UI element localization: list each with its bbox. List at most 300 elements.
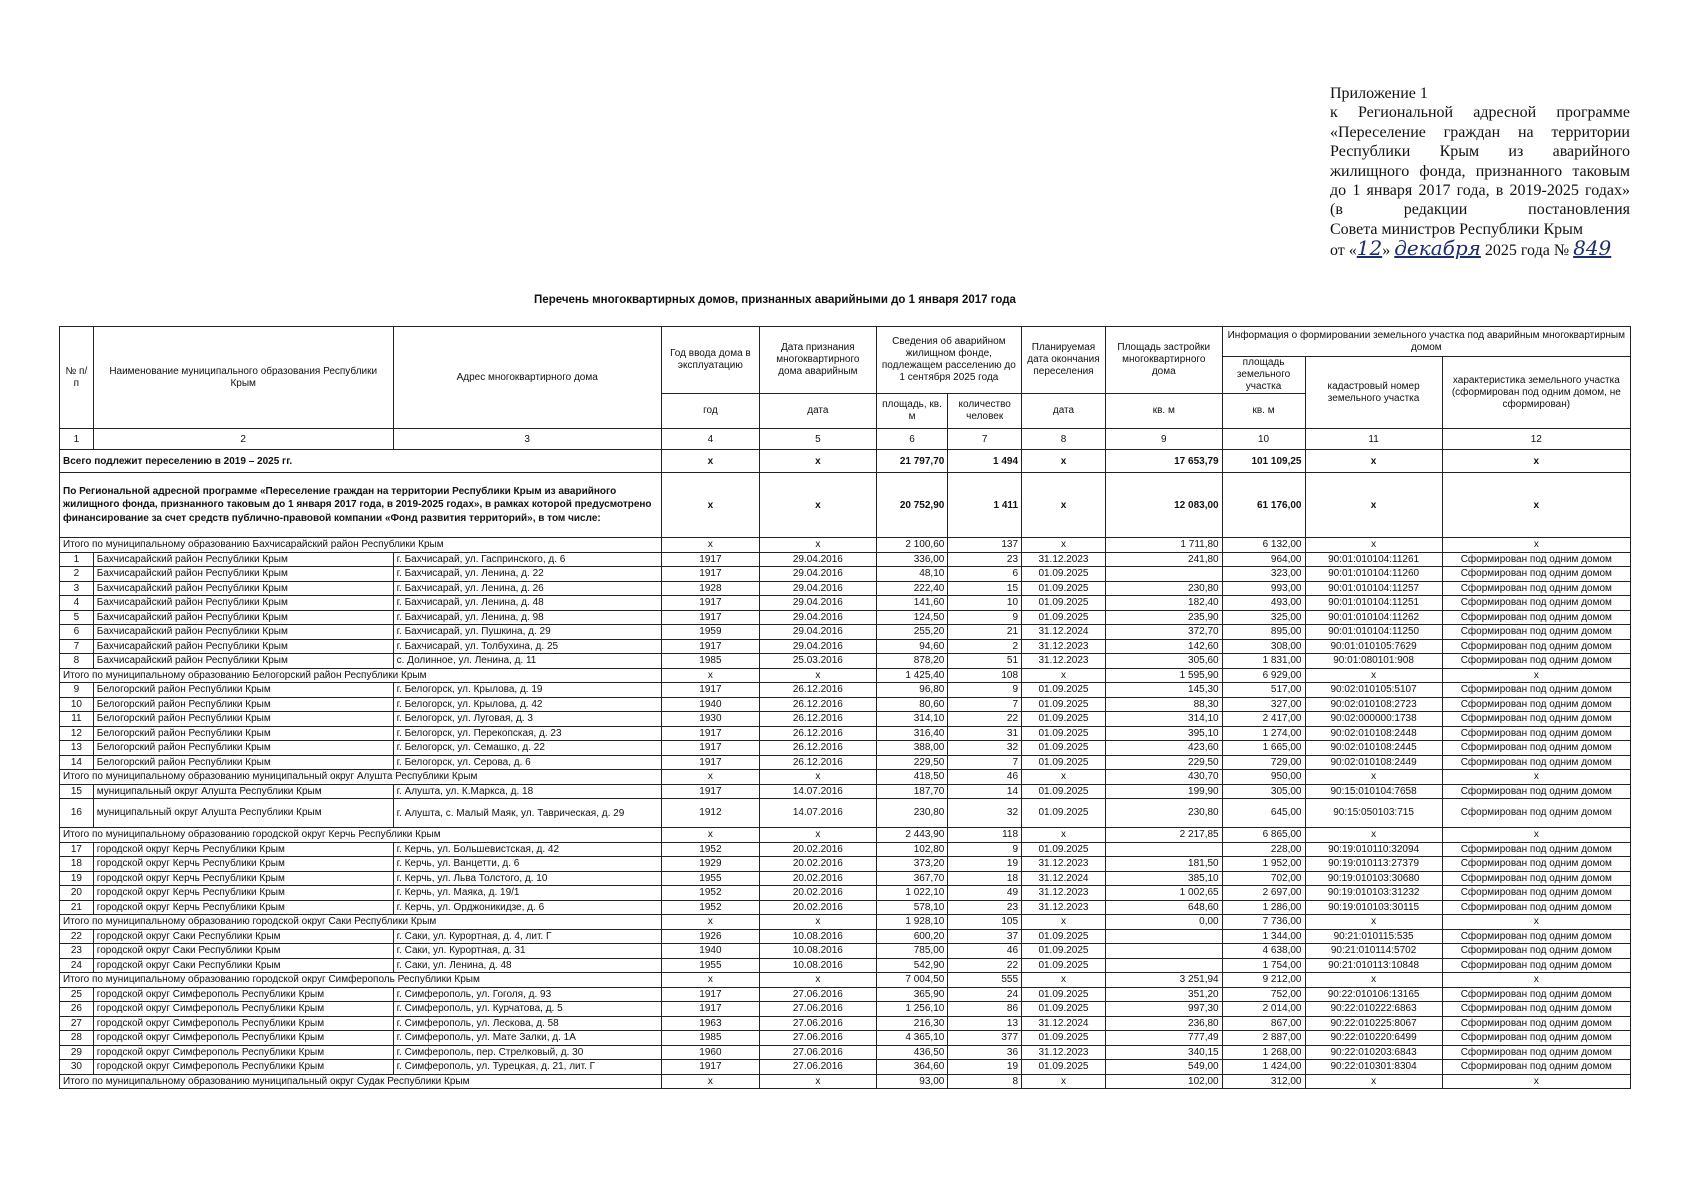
cell-plan: 01.09.2025 <box>1022 755 1106 770</box>
cell-char: Сформирован под одним домом <box>1442 944 1630 959</box>
cell-date: х <box>760 915 877 930</box>
cell-year: 1926 <box>661 929 759 944</box>
cell-number: 25 <box>60 987 94 1002</box>
cell-date: 10.08.2016 <box>760 929 877 944</box>
cell-land: 9 212,00 <box>1222 973 1305 988</box>
cell-char: Сформирован под одним домом <box>1442 784 1630 799</box>
cell-area: 542,90 <box>876 958 948 973</box>
cell-date: 27.06.2016 <box>760 1045 877 1060</box>
table-row <box>60 900 1631 915</box>
cell-number: 29 <box>60 1045 94 1060</box>
cell-number: 12 <box>60 726 94 741</box>
cell-char: Сформирован под одним домом <box>1442 929 1630 944</box>
cell-char: Сформирован под одним домом <box>1442 712 1630 727</box>
cell-built: 549,00 <box>1105 1060 1222 1075</box>
cell-address: г. Бахчисарай, ул. Толбухина, д. 25 <box>393 639 661 654</box>
cell-plan: 01.09.2025 <box>1022 741 1106 756</box>
cell-plan: 01.09.2025 <box>1022 683 1106 698</box>
cell-plan: 31.12.2023 <box>1022 886 1106 901</box>
cell-address: г. Керчь, ул. Ванцетти, д. 6 <box>393 857 661 872</box>
cell-date: 26.12.2016 <box>760 712 877 727</box>
cell-date: 27.06.2016 <box>760 1060 877 1075</box>
cell-built: 12 083,00 <box>1105 473 1222 538</box>
cell-people: 22 <box>948 712 1022 727</box>
table-row <box>60 625 1631 640</box>
header-unit: дата <box>1022 394 1106 429</box>
handwritten-month: декабря <box>1394 236 1481 261</box>
cell-municipality: муниципальный округ Алушта Республики Крым <box>93 784 393 799</box>
cell-year: 1985 <box>661 654 759 669</box>
cell-people: 6 <box>948 567 1022 582</box>
cell-plan: 31.12.2023 <box>1022 639 1106 654</box>
cell-plan: 31.12.2023 <box>1022 900 1106 915</box>
header-year: Год ввода дома в эксплуатацию <box>661 327 759 394</box>
cell-plan: х <box>1022 770 1106 785</box>
cell-built <box>1105 842 1222 857</box>
cell-cadastral: 90:22:010225:8067 <box>1305 1016 1442 1031</box>
cell-number: 19 <box>60 871 94 886</box>
header-num: № п/п <box>60 327 94 429</box>
cell-plan: х <box>1022 538 1106 553</box>
cell-built: 182,40 <box>1105 596 1222 611</box>
appendix-line: Совета министров Республики Крым <box>1330 220 1583 238</box>
cell-char: Сформирован под одним домом <box>1442 726 1630 741</box>
subtotal-label: Итого по муниципальному образованию городской округ Керчь Республики Крым <box>60 828 662 843</box>
cell-plan: 01.09.2025 <box>1022 1060 1106 1075</box>
cell-people: 9 <box>948 842 1022 857</box>
cell-land: 305,00 <box>1222 784 1305 799</box>
cell-built: 199,90 <box>1105 784 1222 799</box>
column-number: 9 <box>1105 429 1222 450</box>
cell-plan: 01.09.2025 <box>1022 842 1106 857</box>
header-land-area: площадь земельного участка <box>1222 357 1305 394</box>
cell-built: 340,15 <box>1105 1045 1222 1060</box>
cell-number: 2 <box>60 567 94 582</box>
cell-char: Сформирован под одним домом <box>1442 581 1630 596</box>
cell-built <box>1105 944 1222 959</box>
cell-cadastral: 90:01:010104:11251 <box>1305 596 1442 611</box>
cell-char: Сформирован под одним домом <box>1442 552 1630 567</box>
cell-char: х <box>1442 1074 1630 1089</box>
cell-plan: х <box>1022 668 1106 683</box>
cell-char: Сформирован под одним домом <box>1442 1060 1630 1075</box>
cell-year: 1917 <box>661 639 759 654</box>
subtotal-label: Итого по муниципальному образованию Белогорский район Республики Крым <box>60 668 662 683</box>
cell-number: 11 <box>60 712 94 727</box>
cell-date: 14.07.2016 <box>760 799 877 828</box>
cell-people: 9 <box>948 610 1022 625</box>
cell-char: Сформирован под одним домом <box>1442 639 1630 654</box>
cell-plan: 01.09.2025 <box>1022 799 1106 828</box>
column-number: 6 <box>876 429 948 450</box>
cell-area: 20 752,90 <box>876 473 948 538</box>
cell-year: 1917 <box>661 1002 759 1017</box>
cell-date: х <box>760 828 877 843</box>
cell-area: 365,90 <box>876 987 948 1002</box>
cell-number: 5 <box>60 610 94 625</box>
subtotal-row <box>60 915 1631 930</box>
cell-municipality: Бахчисарайский район Республики Крым <box>93 581 393 596</box>
subtotal-label: Итого по муниципальному образованию муниципальный округ Алушта Республики Крым <box>60 770 662 785</box>
cell-land: 61 176,00 <box>1222 473 1305 538</box>
cell-char: Сформирован под одним домом <box>1442 1031 1630 1046</box>
cell-land: 308,00 <box>1222 639 1305 654</box>
cell-land: 517,00 <box>1222 683 1305 698</box>
header-unit: дата <box>760 394 877 429</box>
cell-address: г. Алушта, с. Малый Маяк, ул. Таврическая, д. 29 <box>393 799 661 828</box>
cell-char: Сформирован под одним домом <box>1442 625 1630 640</box>
cell-land: 895,00 <box>1222 625 1305 640</box>
header-cadastral: кадастровый номер земельного участка <box>1305 357 1442 429</box>
header-address: Адрес многоквартирного дома <box>393 327 661 429</box>
cell-people: 19 <box>948 1060 1022 1075</box>
header-unit: количество человек <box>948 394 1022 429</box>
table-row <box>60 1031 1631 1046</box>
column-number: 3 <box>393 429 661 450</box>
cell-address: г. Алушта, ул. К.Маркса, д. 18 <box>393 784 661 799</box>
cell-municipality: городской округ Керчь Республики Крым <box>93 842 393 857</box>
table-row <box>60 784 1631 799</box>
cell-address: г. Керчь, ул. Льва Толстого, д. 10 <box>393 871 661 886</box>
cell-people: 21 <box>948 625 1022 640</box>
subtotal-row <box>60 1074 1631 1089</box>
header-unit: площадь, кв. м <box>876 394 948 429</box>
cell-people: 14 <box>948 784 1022 799</box>
cell-year: х <box>661 770 759 785</box>
cell-year: 1952 <box>661 900 759 915</box>
cell-people: 31 <box>948 726 1022 741</box>
cell-char: Сформирован под одним домом <box>1442 567 1630 582</box>
cell-land: 101 109,25 <box>1222 450 1305 473</box>
cell-built <box>1105 958 1222 973</box>
table-row <box>60 741 1631 756</box>
cell-area: 230,80 <box>876 799 948 828</box>
cell-built: 230,80 <box>1105 581 1222 596</box>
cell-cadastral: х <box>1305 450 1442 473</box>
cell-cadastral: 90:19:010103:30115 <box>1305 900 1442 915</box>
cell-cadastral: х <box>1305 538 1442 553</box>
header-unit: кв. м <box>1105 394 1222 429</box>
cell-cadastral: 90:01:010105:7629 <box>1305 639 1442 654</box>
cell-built: 997,30 <box>1105 1002 1222 1017</box>
cell-date: 29.04.2016 <box>760 625 877 640</box>
cell-char: Сформирован под одним домом <box>1442 683 1630 698</box>
cell-address: г. Симферополь, ул. Курчатова, д. 5 <box>393 1002 661 1017</box>
cell-area: 600,20 <box>876 929 948 944</box>
cell-area: 1 425,40 <box>876 668 948 683</box>
cell-number: 28 <box>60 1031 94 1046</box>
cell-land: 2 417,00 <box>1222 712 1305 727</box>
cell-date: 29.04.2016 <box>760 567 877 582</box>
cell-cadastral: 90:01:010104:11257 <box>1305 581 1442 596</box>
cell-plan: 01.09.2025 <box>1022 712 1106 727</box>
cell-address: г. Бахчисарай, ул. Пушкина, д. 29 <box>393 625 661 640</box>
column-number: 7 <box>948 429 1022 450</box>
cell-number: 23 <box>60 944 94 959</box>
date-year: 2025 года № <box>1484 242 1570 260</box>
cell-people: 2 <box>948 639 1022 654</box>
appendix-line: Приложение 1 <box>1330 85 1428 102</box>
cell-char: х <box>1442 450 1630 473</box>
table-row <box>60 958 1631 973</box>
cell-built: 648,60 <box>1105 900 1222 915</box>
header-planned: Планируемая дата окончания переселения <box>1022 327 1106 394</box>
table-row <box>60 581 1631 596</box>
cell-year: 1952 <box>661 842 759 857</box>
cell-built: 0,00 <box>1105 915 1222 930</box>
cell-municipality: городской округ Саки Республики Крым <box>93 944 393 959</box>
cell-people: 1 494 <box>948 450 1022 473</box>
cell-year: х <box>661 973 759 988</box>
cell-people: 1 411 <box>948 473 1022 538</box>
cell-cadastral: 90:01:010104:11260 <box>1305 567 1442 582</box>
cell-built: 1 711,80 <box>1105 538 1222 553</box>
cell-plan: 01.09.2025 <box>1022 958 1106 973</box>
cell-municipality: городской округ Симферополь Республики Крым <box>93 987 393 1002</box>
cell-area: 314,10 <box>876 712 948 727</box>
cell-people: 36 <box>948 1045 1022 1060</box>
cell-number: 8 <box>60 654 94 669</box>
cell-cadastral: х <box>1305 973 1442 988</box>
table-row <box>60 639 1631 654</box>
cell-people: 49 <box>948 886 1022 901</box>
cell-address: г. Симферополь, ул. Лескова, д. 58 <box>393 1016 661 1031</box>
cell-number: 9 <box>60 683 94 698</box>
cell-year: х <box>661 1074 759 1089</box>
cell-year: 1917 <box>661 784 759 799</box>
cell-area: 124,50 <box>876 610 948 625</box>
cell-date: х <box>760 973 877 988</box>
cell-land: 6 929,00 <box>1222 668 1305 683</box>
cell-area: 373,20 <box>876 857 948 872</box>
cell-municipality: городской округ Симферополь Республики Крым <box>93 1016 393 1031</box>
cell-built: 2 217,85 <box>1105 828 1222 843</box>
cell-area: 316,40 <box>876 726 948 741</box>
cell-municipality: городской округ Симферополь Республики Крым <box>93 1060 393 1075</box>
table-row <box>60 654 1631 669</box>
cell-address: г. Белогорск, ул. Семашко, д. 22 <box>393 741 661 756</box>
cell-char: х <box>1442 973 1630 988</box>
cell-number: 27 <box>60 1016 94 1031</box>
cell-land: 327,00 <box>1222 697 1305 712</box>
appendix-line: (в редакции постановления <box>1330 201 1630 219</box>
cell-cadastral: 90:19:010110:32094 <box>1305 842 1442 857</box>
cell-date: 20.02.2016 <box>760 871 877 886</box>
date-quote: » <box>1382 242 1391 260</box>
cell-area: 336,00 <box>876 552 948 567</box>
cell-address: г. Бахчисарай, ул. Ленина, д. 22 <box>393 567 661 582</box>
cell-cadastral: 90:21:010115:535 <box>1305 929 1442 944</box>
cell-address: г. Белогорск, ул. Крылова, д. 19 <box>393 683 661 698</box>
cell-plan: 01.09.2025 <box>1022 697 1106 712</box>
table-row <box>60 712 1631 727</box>
table-row <box>60 857 1631 872</box>
cell-municipality: городской округ Симферополь Республики Крым <box>93 1045 393 1060</box>
cell-year: 1917 <box>661 552 759 567</box>
cell-area: 48,10 <box>876 567 948 582</box>
cell-date: 27.06.2016 <box>760 1031 877 1046</box>
cell-built: 236,80 <box>1105 1016 1222 1031</box>
cell-date: 26.12.2016 <box>760 755 877 770</box>
cell-char: Сформирован под одним домом <box>1442 1016 1630 1031</box>
cell-area: 878,20 <box>876 654 948 669</box>
cell-people: 24 <box>948 987 1022 1002</box>
cell-cadastral: 90:21:010113:10848 <box>1305 958 1442 973</box>
cell-year: 1959 <box>661 625 759 640</box>
cell-built: 230,80 <box>1105 799 1222 828</box>
cell-municipality: Белогорский район Республики Крым <box>93 697 393 712</box>
cell-people: 8 <box>948 1074 1022 1089</box>
appendix-block <box>1330 84 1630 261</box>
program-total-label: По Региональной адресной программе «Переселение граждан на территории Республики Крым из аварийного жилищного фонда, признанного таковым до 1 января 2017 года, в 2019-2025 годах», в рамках которой предусмотрено финансирование за счет средств публично-правовой компании «Фонд развития территорий», в том числе: <box>60 473 662 538</box>
cell-number: 26 <box>60 1002 94 1017</box>
table-row <box>60 1045 1631 1060</box>
cell-date: 26.12.2016 <box>760 726 877 741</box>
cell-area: 1 256,10 <box>876 1002 948 1017</box>
handwritten-day: 12 <box>1356 236 1383 261</box>
cell-year: 1917 <box>661 567 759 582</box>
cell-land: 752,00 <box>1222 987 1305 1002</box>
cell-year: 1917 <box>661 596 759 611</box>
cell-date: 29.04.2016 <box>760 596 877 611</box>
cell-area: 216,30 <box>876 1016 948 1031</box>
cell-people: 18 <box>948 871 1022 886</box>
cell-area: 222,40 <box>876 581 948 596</box>
column-number: 11 <box>1305 429 1442 450</box>
cell-land: 729,00 <box>1222 755 1305 770</box>
cell-municipality: городской округ Саки Республики Крым <box>93 958 393 973</box>
cell-plan: 01.09.2025 <box>1022 610 1106 625</box>
cell-municipality: городской округ Саки Республики Крым <box>93 929 393 944</box>
subtotal-label: Итого по муниципальному образованию городской округ Саки Республики Крым <box>60 915 662 930</box>
cell-date: 29.04.2016 <box>760 610 877 625</box>
cell-built: 3 251,94 <box>1105 973 1222 988</box>
cell-char: Сформирован под одним домом <box>1442 697 1630 712</box>
cell-people: 46 <box>948 770 1022 785</box>
cell-municipality: Бахчисарайский район Республики Крым <box>93 596 393 611</box>
cell-plan: 01.09.2025 <box>1022 987 1106 1002</box>
cell-number: 6 <box>60 625 94 640</box>
cell-year: х <box>661 450 759 473</box>
cell-char: х <box>1442 473 1630 538</box>
cell-built: 777,49 <box>1105 1031 1222 1046</box>
cell-people: 32 <box>948 799 1022 828</box>
cell-plan: 31.12.2023 <box>1022 857 1106 872</box>
cell-cadastral: х <box>1305 770 1442 785</box>
cell-land: 228,00 <box>1222 842 1305 857</box>
cell-cadastral: х <box>1305 473 1442 538</box>
cell-date: 29.04.2016 <box>760 639 877 654</box>
cell-municipality: Белогорский район Республики Крым <box>93 755 393 770</box>
cell-year: х <box>661 828 759 843</box>
header-recognized: Дата признания многоквартирного дома аварийным <box>760 327 877 394</box>
cell-area: 364,60 <box>876 1060 948 1075</box>
housing-register-table <box>59 326 1631 1089</box>
cell-address: г. Симферополь, ул. Турецкая, д. 21, лит. Г <box>393 1060 661 1075</box>
cell-area: 2 443,90 <box>876 828 948 843</box>
cell-char: х <box>1442 770 1630 785</box>
cell-date: 26.12.2016 <box>760 741 877 756</box>
header-unit: год <box>661 394 759 429</box>
cell-number: 16 <box>60 799 94 828</box>
cell-date: 29.04.2016 <box>760 581 877 596</box>
cell-cadastral: 90:21:010114:5702 <box>1305 944 1442 959</box>
cell-municipality: Белогорский район Республики Крым <box>93 683 393 698</box>
cell-municipality: Белогорский район Республики Крым <box>93 726 393 741</box>
cell-plan: 31.12.2023 <box>1022 654 1106 669</box>
cell-date: 14.07.2016 <box>760 784 877 799</box>
cell-built: 181,50 <box>1105 857 1222 872</box>
cell-char: Сформирован под одним домом <box>1442 987 1630 1002</box>
cell-land: 1 952,00 <box>1222 857 1305 872</box>
cell-date: х <box>760 668 877 683</box>
column-number: 10 <box>1222 429 1305 450</box>
cell-plan: х <box>1022 828 1106 843</box>
cell-plan: х <box>1022 473 1106 538</box>
cell-char: х <box>1442 828 1630 843</box>
cell-cadastral: 90:22:010203:6843 <box>1305 1045 1442 1060</box>
cell-municipality: Бахчисарайский район Республики Крым <box>93 567 393 582</box>
cell-plan: 01.09.2025 <box>1022 1002 1106 1017</box>
cell-cadastral: 90:01:080101:908 <box>1305 654 1442 669</box>
cell-plan: 01.09.2025 <box>1022 596 1106 611</box>
column-number: 8 <box>1022 429 1106 450</box>
cell-plan: х <box>1022 973 1106 988</box>
table-row <box>60 755 1631 770</box>
cell-built <box>1105 567 1222 582</box>
cell-land: 1 268,00 <box>1222 1045 1305 1060</box>
cell-people: 108 <box>948 668 1022 683</box>
cell-plan: 01.09.2025 <box>1022 1031 1106 1046</box>
cell-char: Сформирован под одним домом <box>1442 1002 1630 1017</box>
cell-land: 493,00 <box>1222 596 1305 611</box>
cell-address: г. Бахчисарай, ул. Гаспринского, д. 6 <box>393 552 661 567</box>
cell-land: 312,00 <box>1222 1074 1305 1089</box>
cell-land: 1 344,00 <box>1222 929 1305 944</box>
cell-area: 418,50 <box>876 770 948 785</box>
cell-people: 118 <box>948 828 1022 843</box>
cell-land: 2 014,00 <box>1222 1002 1305 1017</box>
cell-people: 13 <box>948 1016 1022 1031</box>
cell-date: 26.12.2016 <box>760 697 877 712</box>
cell-people: 23 <box>948 900 1022 915</box>
cell-date: 27.06.2016 <box>760 1002 877 1017</box>
table-row <box>60 842 1631 857</box>
cell-municipality: городской округ Симферополь Республики Крым <box>93 1031 393 1046</box>
cell-area: 94,60 <box>876 639 948 654</box>
cell-year: 1917 <box>661 610 759 625</box>
cell-built: 1 002,65 <box>1105 886 1222 901</box>
cell-plan: 01.09.2025 <box>1022 581 1106 596</box>
column-number: 2 <box>93 429 393 450</box>
subtotal-label: Итого по муниципальному образованию городской округ Симферополь Республики Крым <box>60 973 662 988</box>
cell-cadastral: 90:02:010108:2449 <box>1305 755 1442 770</box>
cell-built: 1 595,90 <box>1105 668 1222 683</box>
cell-cadastral: 90:19:010103:31232 <box>1305 886 1442 901</box>
table-row <box>60 1002 1631 1017</box>
cell-area: 80,60 <box>876 697 948 712</box>
cell-people: 37 <box>948 929 1022 944</box>
cell-date: 25.03.2016 <box>760 654 877 669</box>
cell-date: х <box>760 538 877 553</box>
cell-cadastral: 90:02:010108:2448 <box>1305 726 1442 741</box>
cell-municipality: Бахчисарайский район Республики Крым <box>93 639 393 654</box>
cell-address: г. Саки, ул. Курортная, д. 31 <box>393 944 661 959</box>
cell-land: 1 286,00 <box>1222 900 1305 915</box>
cell-cadastral: х <box>1305 828 1442 843</box>
cell-address: г. Керчь, ул. Большевистская, д. 42 <box>393 842 661 857</box>
table-row <box>60 799 1631 828</box>
